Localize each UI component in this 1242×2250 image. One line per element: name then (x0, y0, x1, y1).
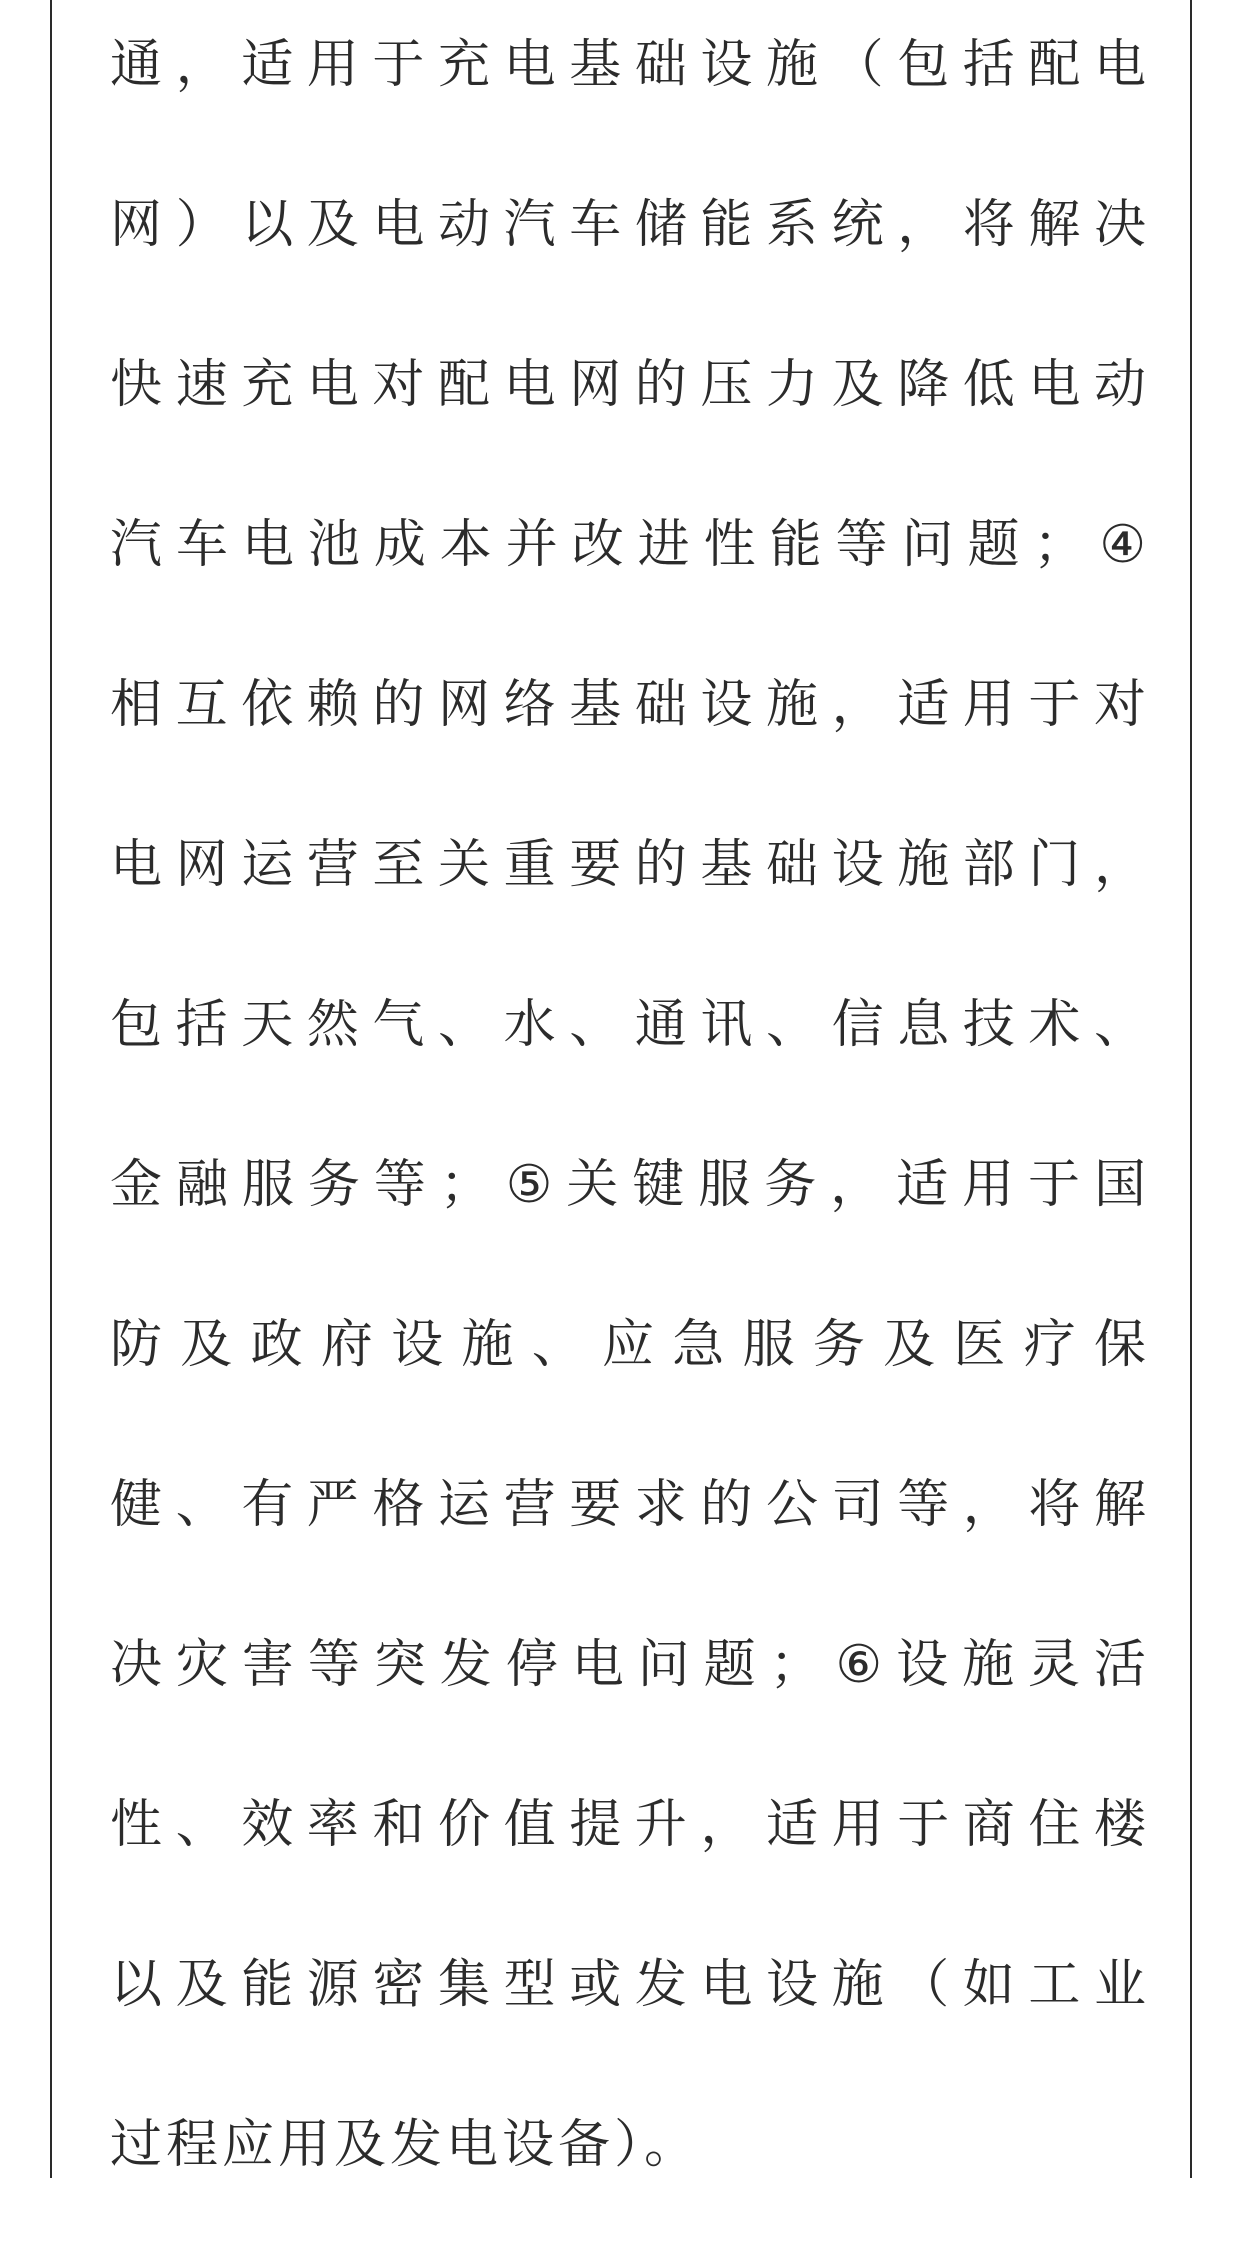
paragraph-line: 网）以及电动汽车储能系统，将解决 (110, 195, 1150, 255)
paragraph-line: 包括天然气、水、通讯、信息技术、 (110, 995, 1150, 1055)
document-page (50, 0, 1192, 2178)
paragraph-line: 金融服务等；⑤关键服务，适用于国 (110, 1155, 1150, 1215)
paragraph-line: 以及能源密集型或发电设施（如工业 (110, 1955, 1150, 2015)
article-paragraph (110, 10, 1150, 2250)
paragraph-line: 健、有严格运营要求的公司等，将解 (110, 1475, 1150, 1535)
paragraph-line: 汽车电池成本并改进性能等问题；④ (110, 515, 1150, 575)
paragraph-line-last: 过程应用及发电设备）。 (110, 2115, 701, 2175)
paragraph-line: 电网运营至关重要的基础设施部门， (110, 835, 1150, 895)
paragraph-line: 通，适用于充电基础设施（包括配电 (110, 35, 1150, 95)
paragraph-line: 防及政府设施、应急服务及医疗保 (110, 1315, 1150, 1375)
paragraph-line: 性、效率和价值提升，适用于商住楼 (110, 1795, 1150, 1855)
paragraph-line: 决灾害等突发停电问题；⑥设施灵活 (110, 1635, 1150, 1695)
paragraph-line: 相互依赖的网络基础设施，适用于对 (110, 675, 1150, 735)
paragraph-line: 快速充电对配电网的压力及降低电动 (110, 355, 1150, 415)
